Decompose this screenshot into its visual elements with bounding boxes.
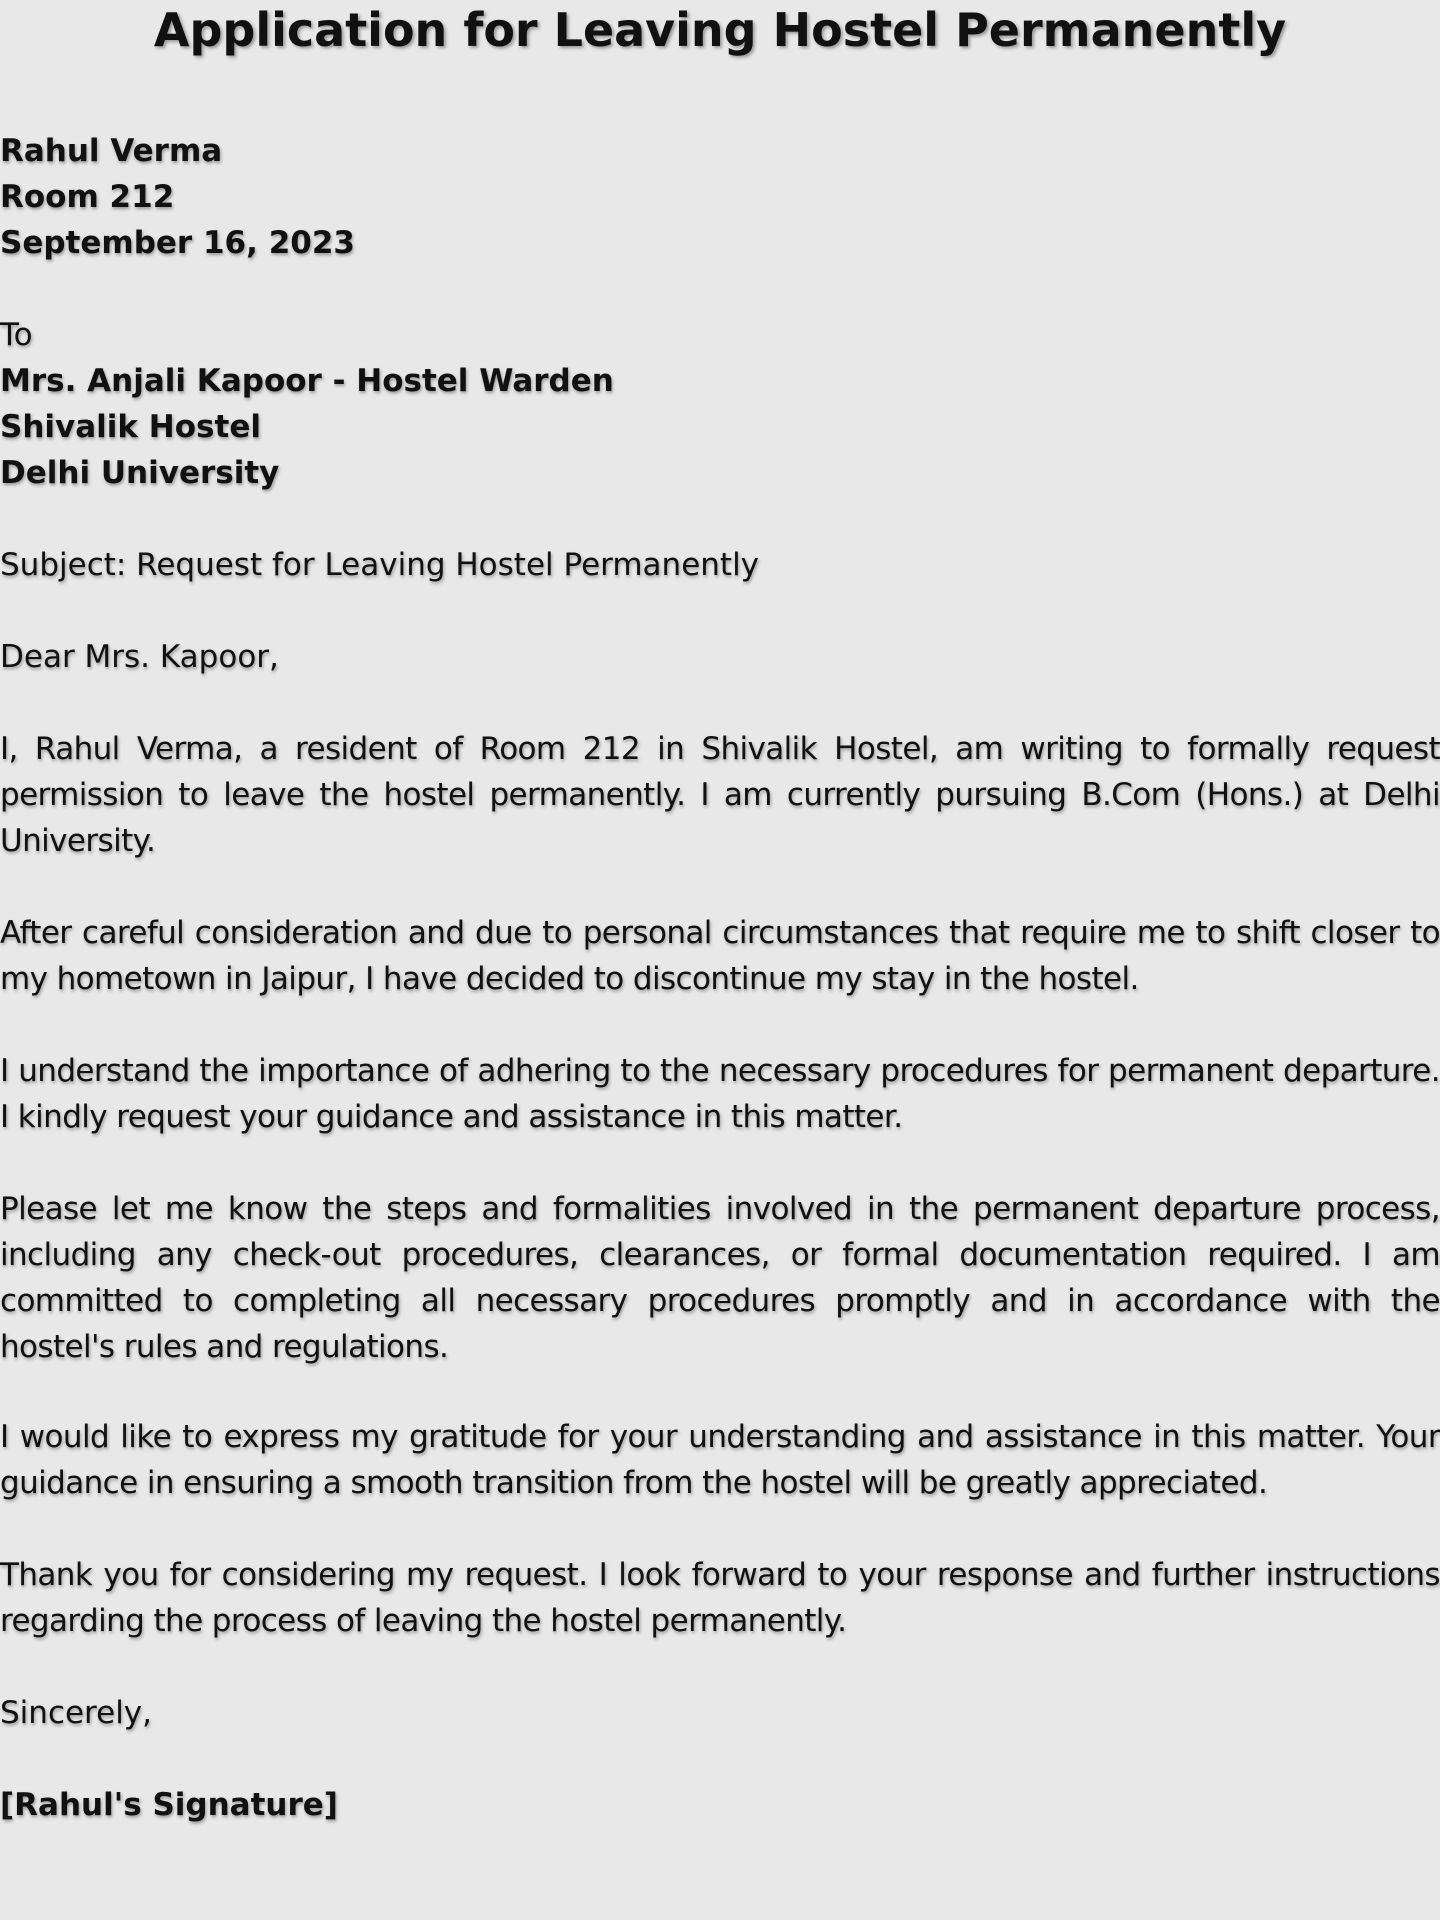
body-paragraph-4: Please let me know the steps and formalities involved in the permanent departure process, including any check-out procedures, clearances, or formal documentation required. I am committed to completing all necessary procedures promptly and in accordance with the hostel's rules and regulations. — [0, 1191, 1440, 1365]
recipient-university: Delhi University — [0, 455, 280, 491]
sender-name: Rahul Verma — [0, 133, 223, 169]
body-paragraph-2: After careful consideration and due to personal circumstances that require me to shift closer to my hometown in Jaipur, I have decided to discontinue my stay in the hostel. — [0, 915, 1440, 997]
sender-block — [0, 128, 1440, 266]
recipient-block — [0, 312, 1440, 496]
letter-date: September 16, 2023 — [0, 225, 355, 261]
signature: [Rahul's Signature] — [0, 1787, 338, 1823]
body-paragraph-3: I understand the importance of adhering to the necessary procedures for permanent departure. I kindly request your guidance and assistance in this matter. — [0, 1053, 1440, 1135]
recipient-name: Mrs. Anjali Kapoor - Hostel Warden — [0, 363, 614, 399]
recipient-to: To — [0, 317, 33, 353]
subject-line: Subject: Request for Leaving Hostel Permanently — [0, 547, 760, 583]
closing: Sincerely, — [0, 1695, 153, 1731]
body-paragraph-5: I would like to express my gratitude for your understanding and assistance in this matter. Your guidance in ensuring a smooth transition from the hostel will be greatly appreciated. — [0, 1419, 1440, 1501]
sender-room: Room 212 — [0, 179, 175, 215]
body-paragraph-6: Thank you for considering my request. I look forward to your response and further instructions regarding the process of leaving the hostel permanently. — [0, 1557, 1440, 1639]
salutation: Dear Mrs. Kapoor, — [0, 639, 279, 675]
page-title: Application for Leaving Hostel Permanently — [153, 3, 1287, 57]
recipient-hostel: Shivalik Hostel — [0, 409, 261, 445]
body-paragraph-1: I, Rahul Verma, a resident of Room 212 in Shivalik Hostel, am writing to formally request permission to leave the hostel permanently. I am currently pursuing B.Com (Hons.) at Delhi University. — [0, 731, 1440, 859]
